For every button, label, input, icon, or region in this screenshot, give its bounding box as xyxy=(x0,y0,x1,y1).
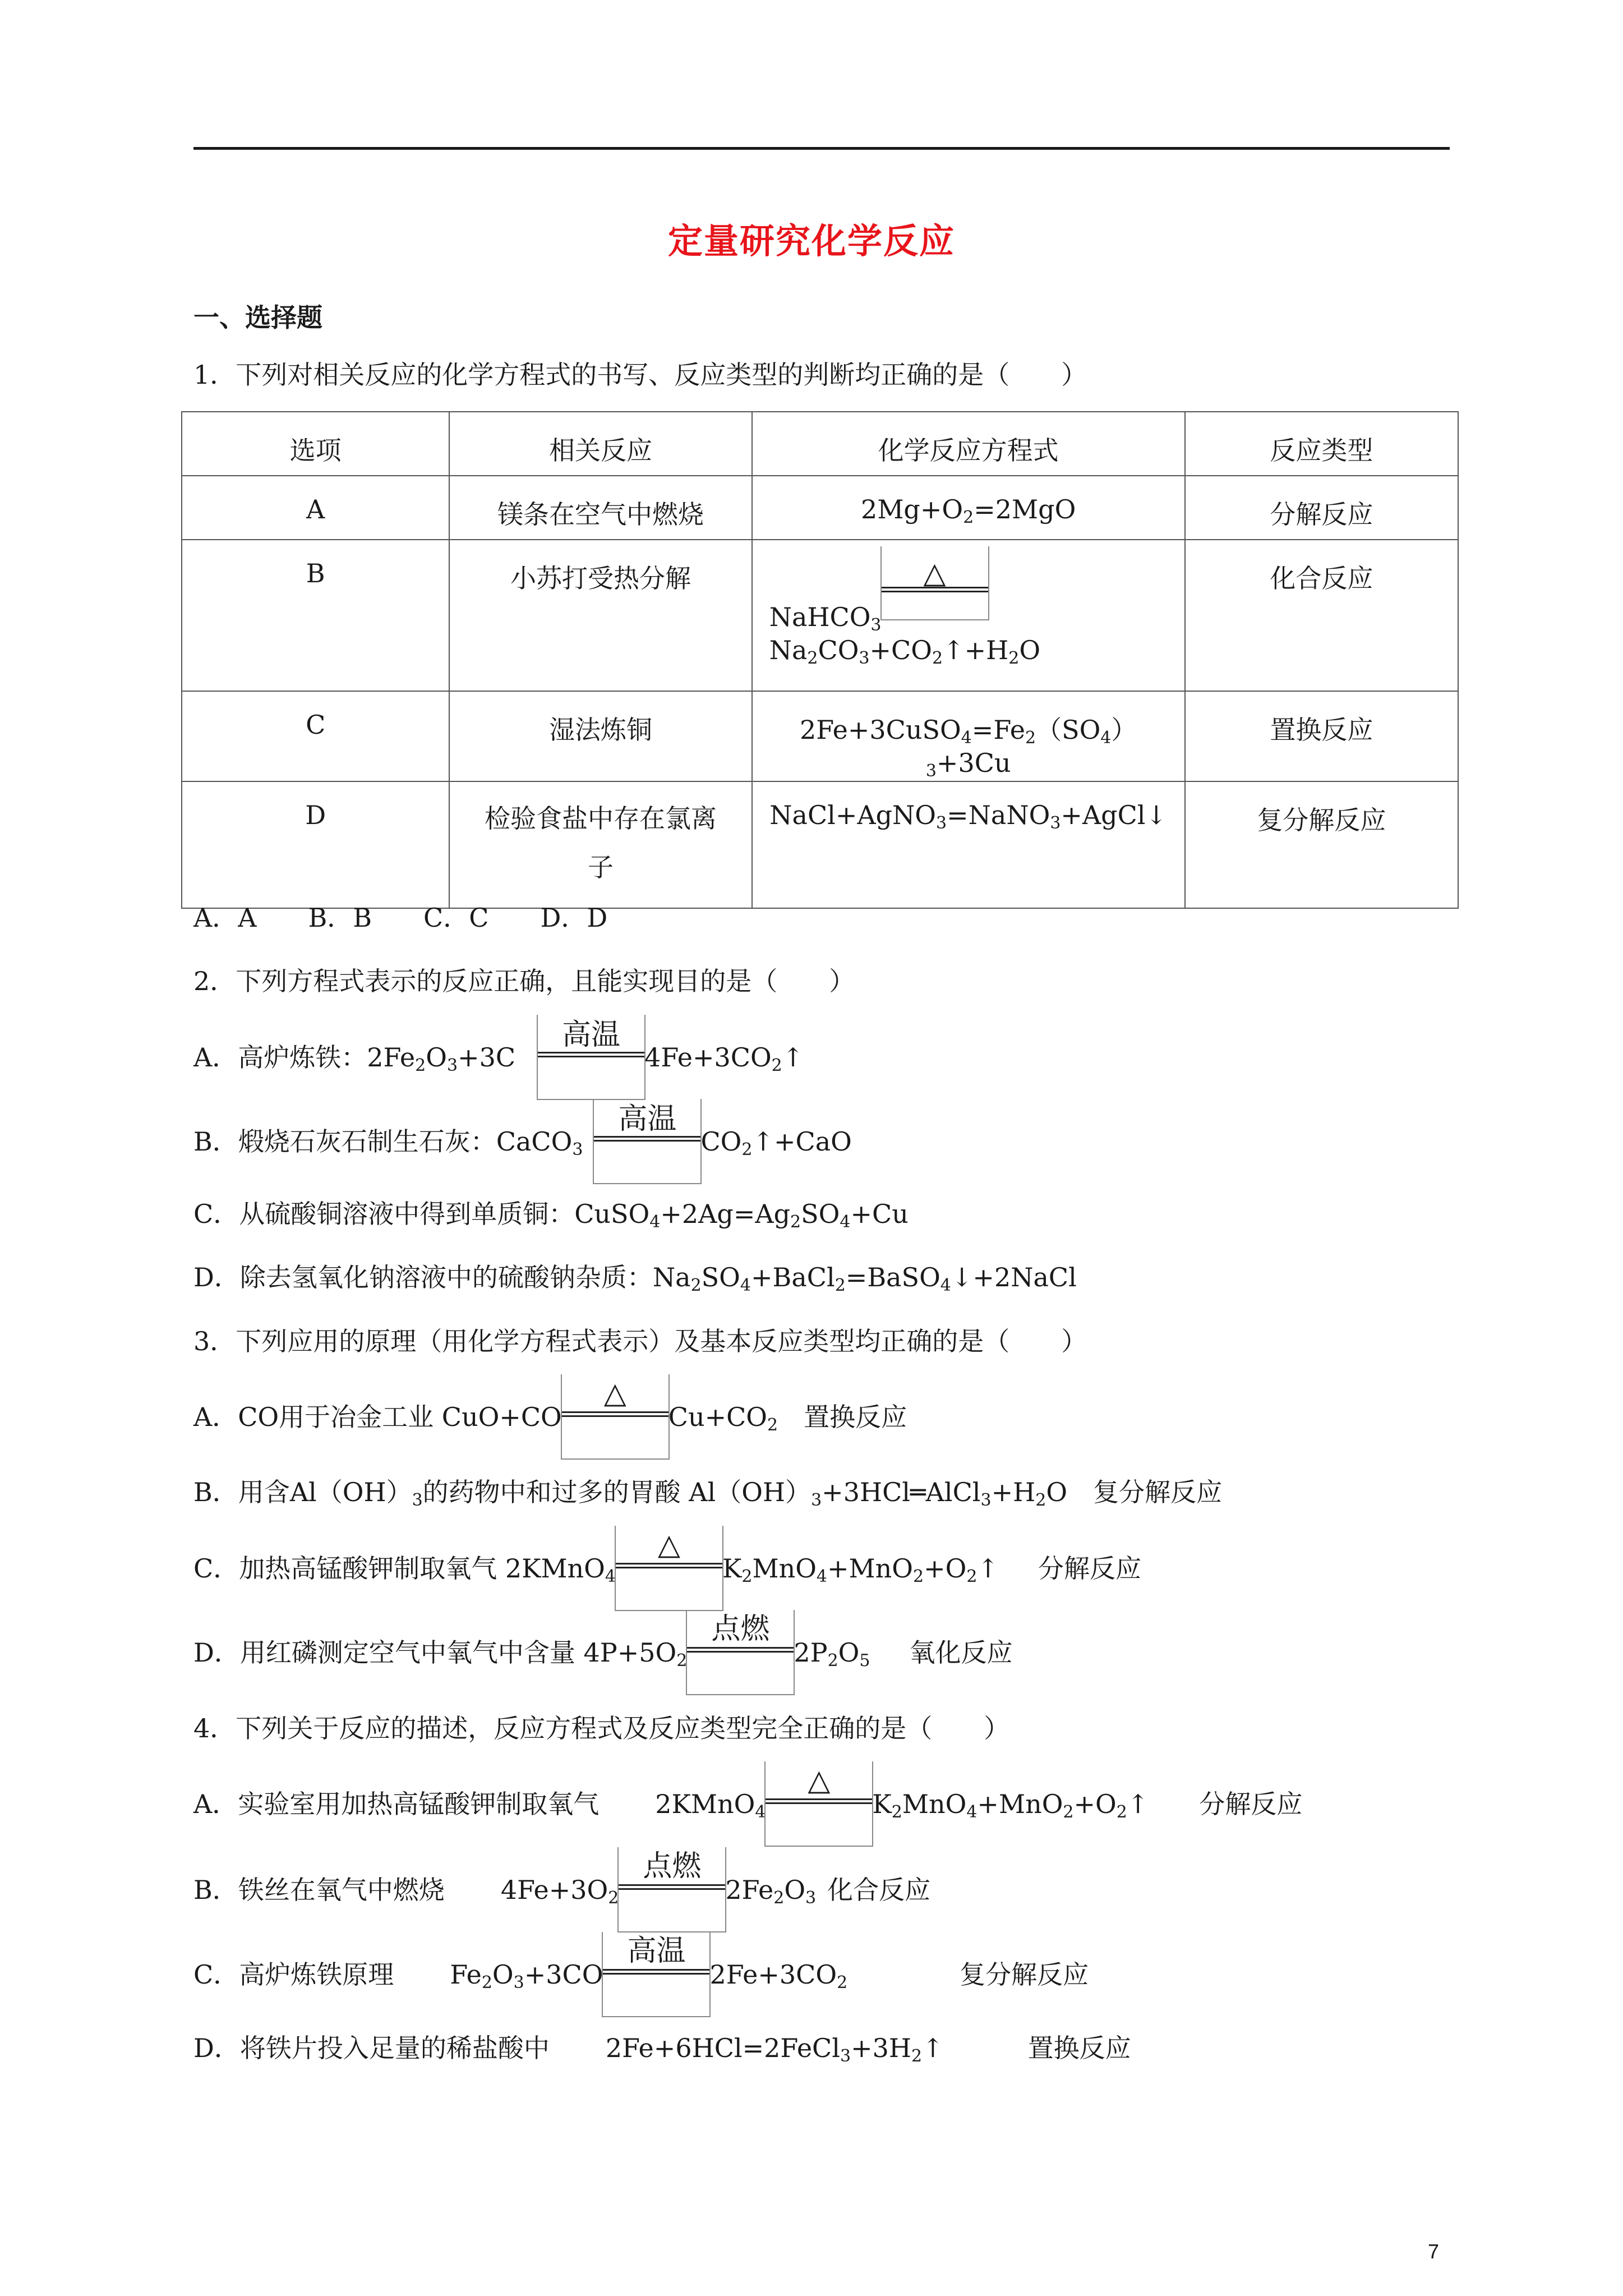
ignite-condition: 点燃 xyxy=(687,1656,794,1662)
table-cell-reaction: 镁条在空气中燃烧 xyxy=(449,476,751,540)
table-header-cell: 反应类型 xyxy=(1185,412,1458,476)
high-temp-condition: 高温 xyxy=(603,1978,709,1984)
heat-condition: △ xyxy=(562,1420,668,1426)
table-cell-equation: NaCl+AgNO$_3$=NaNO$_3$+AgCl↓ xyxy=(752,781,1185,908)
q2-stem: 2．下列方程式表示的反应正确，且能实现目的是（ ） xyxy=(193,966,855,996)
heat-condition: △ xyxy=(882,598,988,626)
q2-option-b: B．煅烧石灰石制生石灰：CaCO$_3$ 高温 $CO_2↑+CaO$ xyxy=(193,1129,852,1158)
table-cell-reaction: 湿法炼铜 xyxy=(449,691,751,781)
q4-option-a: A．实验室用加热高锰酸钾制取氧气 2KMnO$_4$ △ $K_2MnO_4+MnO_2+O_2↑$ 分解反应 xyxy=(193,1791,1302,1821)
q3-stem: 3．下列应用的原理（用化学方程式表示）及基本反应类型均正确的是（ ） xyxy=(193,1326,1087,1356)
q3-option-a: A．CO用于冶金工业 CuO+CO △ $Cu+CO_2$ 置换反应 xyxy=(193,1404,907,1434)
table-cell-reaction: 检验食盐中存在氯离子 xyxy=(449,781,751,908)
q3-option-d: D．用红磷测定空气中氧气中含量 $4P+5O_2$ 点燃 $2P_2O_5$ 氧化反应 xyxy=(193,1640,1012,1669)
section-heading: 一、选择题 xyxy=(193,302,322,333)
page-number: 7 xyxy=(1428,2240,1440,2263)
table-cell-type: 复分解反应 xyxy=(1185,781,1458,908)
table-cell-option: A xyxy=(182,476,449,540)
q4-option-b: B．铁丝在氧气中燃烧 $4Fe+3O_2$ 点燃 $2Fe_2O_3$ 化合反应 xyxy=(193,1877,930,1907)
q4-option-c: C．高炉炼铁原理 $Fe_2O_3+3CO$ 高温 $2Fe+3CO_2$ 复分解反应 xyxy=(193,1962,1089,1991)
table-row xyxy=(182,540,1458,691)
q1-table xyxy=(181,411,1459,909)
q2-option-d: D．除去氢氧化钠溶液中的硫酸钠杂质：$Na_2SO_4+BaCl_2=BaSO_4↓+2NaCl$ xyxy=(193,1262,1077,1295)
q2-option-a: A．高炉炼铁：$2Fe_2O_3+3C$ 高温 $4Fe+3CO_2↑$ xyxy=(193,1045,804,1074)
header-rule xyxy=(193,147,1450,150)
heat-condition: △ xyxy=(616,1572,722,1577)
q1-answer-options: A．A B．B C．C D．D xyxy=(193,903,608,933)
table-cell-option: B xyxy=(182,540,449,691)
q3-option-b: B．用含$Al(OH)_3$的药物中和过多的胃酸 $Al(OH)_3+3HCl═AlCl_3+H_2O$ 复分解反应 xyxy=(193,1477,1223,1510)
heat-condition: △ xyxy=(766,1807,872,1813)
table-cell-reaction: 小苏打受热分解 xyxy=(449,540,751,691)
table-row xyxy=(182,691,1458,781)
q1-stem: 1．下列对相关反应的化学方程式的书写、反应类型的判断均正确的是（ ） xyxy=(193,360,1087,390)
table-cell-type: 分解反应 xyxy=(1185,476,1458,540)
q4-option-d: D．将铁片投入足量的稀盐酸中 $2Fe+6HCl=2FeCl_3+3H_2↑$ 置换反应 xyxy=(193,2033,1131,2066)
table-header-row xyxy=(182,412,1458,476)
q2-option-c: C．从硫酸铜溶液中得到单质铜：$CuSO_4+2Ag=Ag_2SO_4+Cu$ xyxy=(193,1199,909,1232)
table-cell-option: D xyxy=(182,781,449,908)
q3-option-c: C．加热高锰酸钾制取氧气 2KMnO$_4$ △ $K_2MnO_4+MnO_2+O_2↑$ 分解反应 xyxy=(193,1556,1141,1585)
table-row xyxy=(182,781,1458,908)
ignite-condition: 点燃 xyxy=(619,1893,725,1899)
table-cell-type: 置换反应 xyxy=(1185,691,1458,781)
table-cell-option: C xyxy=(182,691,449,781)
table-header-cell: 相关反应 xyxy=(449,412,751,476)
table-cell-equation: $2Mg+O_2=2MgO$ xyxy=(752,476,1185,540)
table-row xyxy=(182,476,1458,540)
table-header-cell: 化学反应方程式 xyxy=(752,412,1185,476)
table-cell-equation: NaHCO$_3$ △ $Na_2CO_3+CO_2↑+H_2O$ xyxy=(752,540,1185,691)
table-header-cell: 选项 xyxy=(182,412,449,476)
table-cell-equation: $2Fe+3CuSO_4=Fe_2(SO_4)_3+3Cu$ xyxy=(752,691,1185,781)
q4-stem: 4．下列关于反应的描述，反应方程式及反应类型完全正确的是（ ） xyxy=(193,1713,1010,1743)
table-cell-type: 化合反应 xyxy=(1185,540,1458,691)
high-temp-condition: 高温 xyxy=(594,1145,700,1151)
high-temp-condition: 高温 xyxy=(538,1061,644,1066)
page-title: 定量研究化学反应 xyxy=(667,220,955,261)
